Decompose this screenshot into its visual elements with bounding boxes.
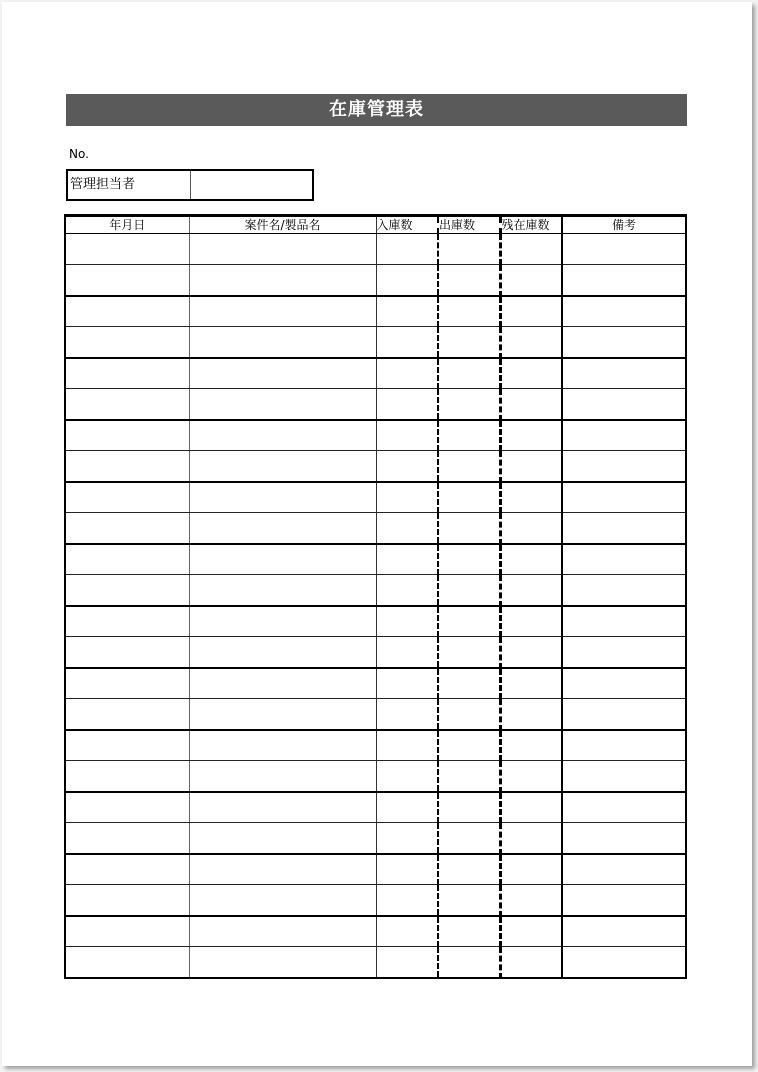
cell-remarks[interactable] — [562, 451, 686, 482]
cell-stock-out[interactable] — [438, 854, 500, 885]
cell-stock-out[interactable] — [438, 885, 500, 916]
cell-remarks[interactable] — [562, 699, 686, 730]
cell-stock-in[interactable] — [376, 575, 438, 606]
cell-date[interactable] — [65, 575, 189, 606]
table-row — [65, 699, 686, 730]
cell-stock-out[interactable] — [438, 916, 500, 947]
cell-stock-in[interactable] — [376, 296, 438, 327]
cell-remarks[interactable] — [562, 606, 686, 637]
table-row — [65, 916, 686, 947]
cell-stock-out[interactable] — [438, 699, 500, 730]
cell-date[interactable] — [65, 668, 189, 699]
cell-stock-out[interactable] — [438, 606, 500, 637]
cell-item-name[interactable] — [189, 699, 376, 730]
cell-stock-in[interactable] — [376, 916, 438, 947]
cell-stock-in[interactable] — [376, 327, 438, 358]
cell-item-name[interactable] — [189, 327, 376, 358]
cell-item-name[interactable] — [189, 792, 376, 823]
cell-remarks[interactable] — [562, 513, 686, 544]
cell-stock-in[interactable] — [376, 544, 438, 575]
cell-date[interactable] — [65, 792, 189, 823]
cell-remaining-stock[interactable] — [500, 544, 562, 575]
table-row — [65, 544, 686, 575]
page-title: 在庫管理表 — [66, 94, 687, 126]
manager-label: 管理担当者 — [68, 171, 191, 199]
cell-item-name[interactable] — [189, 668, 376, 699]
cell-date[interactable] — [65, 916, 189, 947]
cell-remarks[interactable] — [562, 730, 686, 761]
cell-remaining-stock[interactable] — [500, 234, 562, 265]
cell-stock-out[interactable] — [438, 327, 500, 358]
cell-remarks[interactable] — [562, 823, 686, 854]
cell-stock-out[interactable] — [438, 637, 500, 668]
cell-remaining-stock[interactable] — [500, 606, 562, 637]
cell-item-name[interactable] — [189, 885, 376, 916]
table-header-row — [65, 216, 686, 234]
table-row — [65, 606, 686, 637]
table-row — [65, 451, 686, 482]
cell-item-name[interactable] — [189, 606, 376, 637]
cell-item-name[interactable] — [189, 854, 376, 885]
cell-date[interactable] — [65, 885, 189, 916]
cell-remaining-stock[interactable] — [500, 792, 562, 823]
cell-remaining-stock[interactable] — [500, 482, 562, 513]
cell-date[interactable] — [65, 234, 189, 265]
cell-remarks[interactable] — [562, 885, 686, 916]
cell-item-name[interactable] — [189, 482, 376, 513]
number-label: No. — [69, 147, 89, 161]
cell-remaining-stock[interactable] — [500, 730, 562, 761]
cell-stock-out[interactable] — [438, 544, 500, 575]
cell-remaining-stock[interactable] — [500, 823, 562, 854]
inventory-table — [64, 214, 687, 979]
table-body — [65, 234, 686, 978]
cell-remarks[interactable] — [562, 420, 686, 451]
cell-stock-in[interactable] — [376, 482, 438, 513]
cell-item-name[interactable] — [189, 761, 376, 792]
cell-remarks[interactable] — [562, 637, 686, 668]
cell-remarks[interactable] — [562, 327, 686, 358]
cell-date[interactable] — [65, 420, 189, 451]
table-row — [65, 730, 686, 761]
table-row — [65, 885, 686, 916]
cell-remaining-stock[interactable] — [500, 699, 562, 730]
cell-remaining-stock[interactable] — [500, 389, 562, 420]
table-row — [65, 947, 686, 978]
table-row — [65, 234, 686, 265]
cell-date[interactable] — [65, 482, 189, 513]
cell-stock-in[interactable] — [376, 389, 438, 420]
cell-stock-out[interactable] — [438, 358, 500, 389]
cell-date[interactable] — [65, 327, 189, 358]
cell-date[interactable] — [65, 358, 189, 389]
cell-item-name[interactable] — [189, 730, 376, 761]
cell-stock-in[interactable] — [376, 637, 438, 668]
cell-stock-in[interactable] — [376, 513, 438, 544]
cell-stock-out[interactable] — [438, 234, 500, 265]
cell-date[interactable] — [65, 637, 189, 668]
cell-remaining-stock[interactable] — [500, 327, 562, 358]
cell-stock-in[interactable] — [376, 885, 438, 916]
table-row — [65, 854, 686, 885]
cell-remaining-stock[interactable] — [500, 668, 562, 699]
cell-item-name[interactable] — [189, 358, 376, 389]
cell-date[interactable] — [65, 730, 189, 761]
cell-remaining-stock[interactable] — [500, 916, 562, 947]
cell-stock-in[interactable] — [376, 947, 438, 978]
cell-remarks[interactable] — [562, 482, 686, 513]
cell-stock-in[interactable] — [376, 730, 438, 761]
cell-remarks[interactable] — [562, 265, 686, 296]
cell-item-name[interactable] — [189, 513, 376, 544]
cell-remarks[interactable] — [562, 575, 686, 606]
table-row — [65, 575, 686, 606]
cell-stock-out[interactable] — [438, 823, 500, 854]
table-row — [65, 668, 686, 699]
cell-remaining-stock[interactable] — [500, 637, 562, 668]
cell-stock-out[interactable] — [438, 575, 500, 606]
cell-date[interactable] — [65, 265, 189, 296]
table-row — [65, 358, 686, 389]
cell-stock-out[interactable] — [438, 947, 500, 978]
cell-stock-in[interactable] — [376, 265, 438, 296]
table-row — [65, 327, 686, 358]
cell-remarks[interactable] — [562, 668, 686, 699]
cell-remarks[interactable] — [562, 358, 686, 389]
manager-value-cell[interactable] — [191, 171, 312, 199]
cell-stock-in[interactable] — [376, 606, 438, 637]
cell-stock-out[interactable] — [438, 420, 500, 451]
cell-remaining-stock[interactable] — [500, 854, 562, 885]
cell-stock-out[interactable] — [438, 792, 500, 823]
cell-date[interactable] — [65, 761, 189, 792]
table-row — [65, 265, 686, 296]
cell-item-name[interactable] — [189, 916, 376, 947]
cell-date[interactable] — [65, 544, 189, 575]
cell-stock-in[interactable] — [376, 761, 438, 792]
cell-item-name[interactable] — [189, 947, 376, 978]
cell-item-name[interactable] — [189, 234, 376, 265]
cell-item-name[interactable] — [189, 389, 376, 420]
table-row — [65, 389, 686, 420]
cell-remaining-stock[interactable] — [500, 358, 562, 389]
header-stock-in: 入庫数 — [376, 216, 438, 234]
cell-remaining-stock[interactable] — [500, 885, 562, 916]
header-remaining-stock: 残在庫数 — [500, 216, 562, 234]
cell-stock-in[interactable] — [376, 792, 438, 823]
cell-stock-out[interactable] — [438, 668, 500, 699]
manager-field-box — [66, 169, 314, 201]
header-remarks: 備考 — [562, 216, 686, 234]
cell-item-name[interactable] — [189, 637, 376, 668]
table-row — [65, 296, 686, 327]
cell-stock-out[interactable] — [438, 482, 500, 513]
cell-stock-out[interactable] — [438, 451, 500, 482]
cell-remarks[interactable] — [562, 234, 686, 265]
cell-item-name[interactable] — [189, 296, 376, 327]
cell-stock-out[interactable] — [438, 265, 500, 296]
cell-stock-in[interactable] — [376, 699, 438, 730]
cell-date[interactable] — [65, 296, 189, 327]
header-date: 年月日 — [65, 216, 189, 234]
cell-stock-out[interactable] — [438, 296, 500, 327]
cell-remaining-stock[interactable] — [500, 761, 562, 792]
cell-date[interactable] — [65, 513, 189, 544]
cell-remarks[interactable] — [562, 389, 686, 420]
cell-remarks[interactable] — [562, 792, 686, 823]
table-row — [65, 637, 686, 668]
cell-remarks[interactable] — [562, 296, 686, 327]
cell-stock-in[interactable] — [376, 420, 438, 451]
cell-stock-out[interactable] — [438, 513, 500, 544]
cell-date[interactable] — [65, 451, 189, 482]
cell-item-name[interactable] — [189, 823, 376, 854]
cell-item-name[interactable] — [189, 420, 376, 451]
cell-remaining-stock[interactable] — [500, 420, 562, 451]
cell-stock-out[interactable] — [438, 761, 500, 792]
cell-date[interactable] — [65, 389, 189, 420]
table-row — [65, 823, 686, 854]
cell-item-name[interactable] — [189, 575, 376, 606]
cell-item-name[interactable] — [189, 265, 376, 296]
header-stock-out: 出庫数 — [438, 216, 500, 234]
cell-remarks[interactable] — [562, 947, 686, 978]
cell-stock-in[interactable] — [376, 234, 438, 265]
table-row — [65, 420, 686, 451]
table-row — [65, 792, 686, 823]
cell-remarks[interactable] — [562, 544, 686, 575]
cell-remaining-stock[interactable] — [500, 265, 562, 296]
cell-stock-in[interactable] — [376, 451, 438, 482]
cell-item-name[interactable] — [189, 451, 376, 482]
cell-date[interactable] — [65, 823, 189, 854]
cell-stock-in[interactable] — [376, 823, 438, 854]
cell-remaining-stock[interactable] — [500, 451, 562, 482]
table-row — [65, 482, 686, 513]
cell-item-name[interactable] — [189, 544, 376, 575]
cell-date[interactable] — [65, 699, 189, 730]
table-row — [65, 513, 686, 544]
cell-stock-in[interactable] — [376, 854, 438, 885]
cell-date[interactable] — [65, 947, 189, 978]
cell-remaining-stock[interactable] — [500, 575, 562, 606]
cell-stock-in[interactable] — [376, 668, 438, 699]
cell-remarks[interactable] — [562, 854, 686, 885]
header-item-name: 案件名/製品名 — [189, 216, 376, 234]
cell-date[interactable] — [65, 606, 189, 637]
cell-remaining-stock[interactable] — [500, 296, 562, 327]
table-row — [65, 761, 686, 792]
cell-remaining-stock[interactable] — [500, 513, 562, 544]
cell-remarks[interactable] — [562, 761, 686, 792]
cell-remarks[interactable] — [562, 916, 686, 947]
cell-remaining-stock[interactable] — [500, 947, 562, 978]
cell-stock-out[interactable] — [438, 730, 500, 761]
cell-stock-in[interactable] — [376, 358, 438, 389]
cell-stock-out[interactable] — [438, 389, 500, 420]
cell-date[interactable] — [65, 854, 189, 885]
